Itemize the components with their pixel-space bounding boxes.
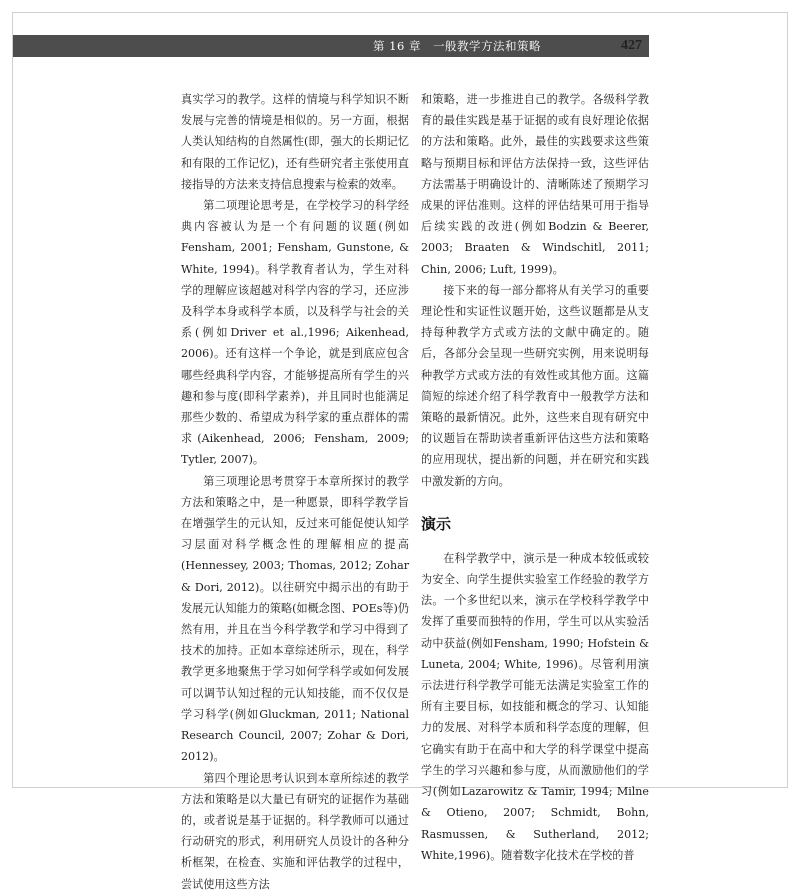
- paragraph: 在科学教学中，演示是一种成本较低或较为安全、向学生提供实验室工作经验的教学方法。一个多世纪以来，演示在学校科学教学中发挥了重要而独特的作用，学生可以从实验活动中获益(例如Fensham, 1990; Hofstein & Luneta, 2004; White, 1996)。尽管利用演示法进行科学教学可能无法满足实验室工作的所有主要目标，如技能和概念的学习、认知能力的发展、对科学本质和科学态度的理解，但它确实有助于在高中和大学的科学课堂中提高学生的学习兴趣和参与度，从而激励他们的学习(例如Lazarowitz & Tamir, 1994; Milne & Otieno, 2007; Schmidt, Bohn, Rasmussen, & Sutherland, 2012; White,1996)。随着数字化技术在学校的普: [421, 551, 649, 862]
- left-column: [181, 89, 409, 895]
- paragraph: 真实学习的教学。这样的情境与科学知识不断发展与完善的情境是相似的。另一方面，根据人类认知结构的自然属性(即，强大的长期记忆和有限的工作记忆)，还有些研究者主张使用直接指导的方法来支持信息搜索与检索的效率。: [181, 93, 409, 191]
- paragraph: 第四个理论思考认识到本章所综述的教学方法和策略是以大量已有研究的证据作为基础的，或者说是基于证据的。科学教师可以通过行动研究的形式，利用研究人员设计的各种分析框架，在检查、实施和评估教学的过程中，尝试使用这些方法: [181, 771, 409, 891]
- right-column: [421, 89, 649, 866]
- paragraph: 和策略，进一步推进自己的教学。各级科学教育的最佳实践是基于证据的或有良好理论依据的方法和策略。此外，最佳的实践要求这些策略与预期目标和评估方法保持一致，这些评估方法需基于明确设计的、清晰陈述了预期学习成果的评估准则。这样的评估结果可用于指导后续实践的改进(例如Bodzin & Beerer, 2003; Braaten & Windschitl, 2011; Chin, 2006; Luft, 1999)。: [421, 93, 649, 276]
- paragraph: 第三项理论思考贯穿于本章所探讨的教学方法和策略之中，是一种愿景，即科学教学旨在增强学生的元认知，反过来可能促使认知学习层面对科学概念性的理解相应的提高(Hennessey, 2003; Thomas, 2012; Zohar & Dori, 2012)。以往研究中揭示出的有助于发展元认知能力的策略(如概念图、POEs等)仍然有用，并且在当今科学教学和学习中得到了技术的加持。正如本章综述所示，现在，科学教学更多地聚焦于学习如何学科学或如何发展可以调节认知过程的元认知技能，而不仅仅是学习科学(例如Gluckman, 2011; National Research Council, 2007; Zohar & Dori, 2012)。: [181, 474, 409, 764]
- section-heading: 演示: [421, 514, 452, 533]
- running-header-bar: [13, 35, 649, 57]
- page-number: 427: [621, 38, 642, 53]
- paragraph: 接下来的每一部分都将从有关学习的重要理论性和实证性议题开始，这些议题都是从支持每种教学方式或方法的文献中确定的。随后，各部分会呈现一些研究实例，用来说明每种教学方式或方法的有效性或其他方面。这篇简短的综述介绍了科学教育中一般教学方法和策略的最新情况。此外，这些来自现有研究中的议题旨在帮助读者重新评估这些方法和策略的应用现状，提出新的问题，并在研究和实践中激发新的方向。: [421, 283, 649, 488]
- paragraph: 第二项理论思考是，在学校学习的科学经典内容被认为是一个有问题的议题(例如Fensham, 2001; Fensham, Gunstone, & White, 1994)。科学教育者认为，学生对科学的理解应该超越对科学内容的学习，还应涉及科学本身或科学本质，以及科学与社会的关系(例如Driver et al.,1996; Aikenhead, 2006)。还有这样一个争论，就是到底应包含哪些经典科学内容，才能够提高所有学生的兴趣和参与度(即科学素养)，并且同时也能满足那些少数的、希望成为科学家的重点群体的需求(Aikenhead, 2006; Fensham, 2009; Tytler, 2007)。: [181, 199, 409, 467]
- book-page: [12, 12, 788, 891]
- chapter-title: 第 16 章 一般教学方法和策略: [373, 39, 541, 53]
